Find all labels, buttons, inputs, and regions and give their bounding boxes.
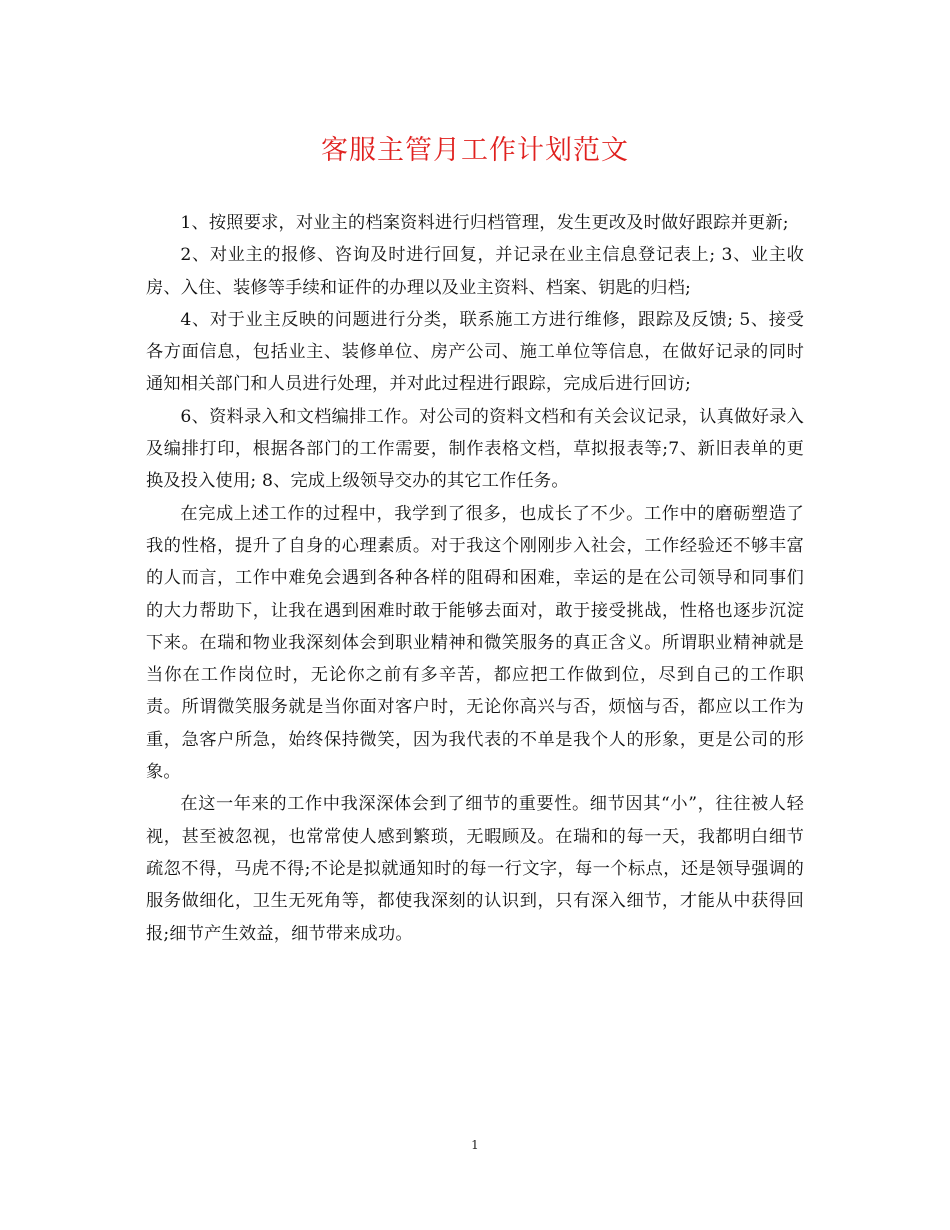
document-title: 客服主管月工作计划范文 [321,135,629,166]
paragraph-3: 4、对于业主反映的问题进行分类，联系施工方进行维修，跟踪及反馈; 5、接受各方面信息，包括业主、装修单位、房产公司、施工单位等信息，在做好记录的同时通知相关部门和人员进行处理，并对此过程进行跟踪，完成后进行回访; [146,309,804,395]
paragraph-2: 2、对业主的报修、咨询及时进行回复，并记录在业主信息登记表上; 3、业主收房、入住、装修等手续和证件的办理以及业主资料、档案、钥匙的归档; [146,245,804,298]
paragraph-4: 6、资料录入和文档编排工作。对公司的资料文档和有关会议记录，认真做好录入及编排打印，根据各部门的工作需要，制作表格文档，草拟报表等;7、新旧表单的更换及投入使用; 8、完成上级领导交办的其它工作任务。 [146,406,804,492]
document-body [146,207,804,950]
paragraph-1: 1、按照要求，对业主的档案资料进行归档管理，发生更改及时做好跟踪并更新; [180,213,789,233]
paragraph-6: 在这一年来的工作中我深深体会到了细节的重要性。细节因其“小”，往往被人轻视，甚至被忽视，也常常使人感到繁琐，无暇顾及。在瑞和的每一天，我都明白细节疏忽不得，马虎不得;不论是拟就通知时的每一行文字，每一个标点，还是领导强调的服务做细化，卫生无死角等，都使我深刻的认识到，只有深入细节，才能从中获得回报;细节产生效益，细节带来成功。 [146,794,804,944]
paragraph-5: 在完成上述工作的过程中，我学到了很多，也成长了不少。工作中的磨砺塑造了我的性格，提升了自身的心理素质。对于我这个刚刚步入社会，工作经验还不够丰富的人而言，工作中难免会遇到各种各样的阻碍和困难，幸运的是在公司领导和同事们的大力帮助下，让我在遇到困难时敢于能够去面对，敢于接受挑战，性格也逐步沉淀下来。在瑞和物业我深刻体会到职业精神和微笑服务的真正含义。所谓职业精神就是当你在工作岗位时，无论你之前有多辛苦，都应把工作做到位，尽到自己的工作职责。所谓微笑服务就是当你面对客户时，无论你高兴与否，烦恼与否，都应以工作为重，急客户所急，始终保持微笑，因为我代表的不单是我个人的形象，更是公司的形象。 [146,503,804,783]
page-number: 1 [471,1138,479,1152]
